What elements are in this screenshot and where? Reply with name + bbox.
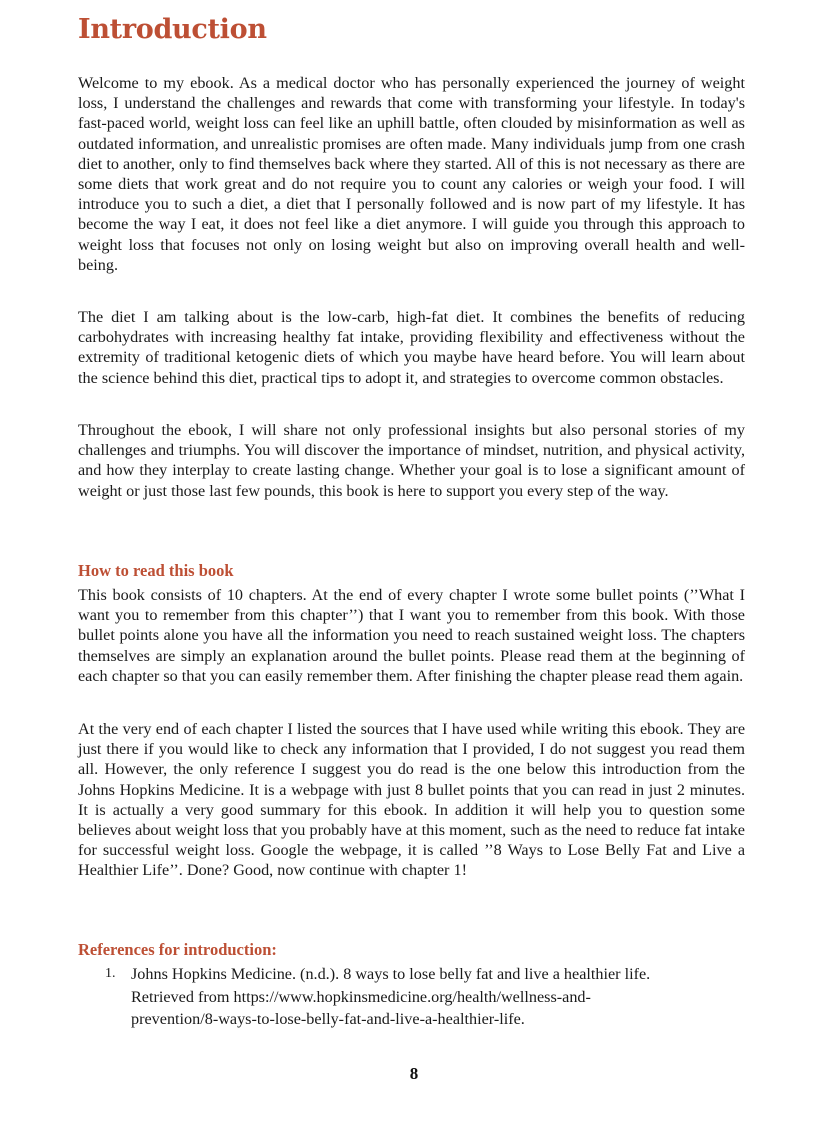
how-to-read-section	[78, 561, 745, 581]
page-number: 8	[409, 1064, 419, 1083]
how-to-read-body	[78, 585, 745, 686]
reference-line-2[interactable]: Retrieved from https://www.hopkinsmedicine.org/health/wellness-and-	[131, 987, 591, 1006]
references-heading: References for introduction:	[78, 940, 277, 959]
intro-section	[78, 73, 745, 275]
how-to-read-paragraph-2: At the very end of each chapter I listed the sources that I have used while writing this ebook. They are just there if you would like to check any information that I provided, I do not suggest you read them all. However, the only reference I suggest you do read is the one below this introduction from the Johns Hopkins Medicine. It is a webpage with just 8 bullet points that you can read in just 2 minutes. It is actually a very good summary for this ebook. In addition it will help you to question some believes about weight loss that you probably have at this moment, such as the need to reduce fat intake for successful weight loss. Google the webpage, it is called ’’8 Ways to Lose Belly Fat and Live a Healthier Life’’. Done? Good, now continue with chapter 1!	[78, 720, 745, 880]
intro-paragraph-1: Welcome to my ebook. As a medical doctor who has personally experienced the journey of weight loss, I understand the challenges and rewards that come with transforming your lifestyle. In today's fast-paced world, weight loss can feel like an uphill battle, often clouded by misinformation as well as outdated information, and unrealistic promises are often made. Many individuals jump from one crash diet to another, only to find themselves back where they started. All of this is not necessary as there are some diets that work great and do not require you to count any calories or weigh your food. I will introduce you to such a diet, a diet that I personally followed and is now part of my lifestyle. It has become the way I eat, it does not feel like a diet anymore. I will guide you through this approach to weight loss that focuses not only on losing weight but also on improving overall health and well-being.	[78, 74, 745, 274]
how-to-read-paragraph-1: This book consists of 10 chapters. At the end of every chapter I wrote some bullet points (’’What I want you to remember from this chapter’’) that I want you to remember from this book. With those bullet points alone you have all the information you need to reach sustained weight loss. The chapters themselves are simply an explanation around the bullet points. Please read them at the beginning of each chapter so that you can easily remember them. After finishing the chapter please read them again.	[78, 586, 745, 685]
how-to-read-body-2	[78, 719, 745, 881]
references-list	[78, 963, 745, 1031]
references-list-wrap	[78, 963, 745, 1031]
intro-section-2	[78, 307, 745, 388]
reference-line-3[interactable]: prevention/8-ways-to-lose-belly-fat-and-live-a-healthier-life.	[131, 1010, 525, 1028]
page-title: Introduction	[78, 14, 267, 45]
intro-paragraph-2: The diet I am talking about is the low-carb, high-fat diet. It combines the benefits of reducing carbohydrates with increasing healthy fat intake, providing flexibility and effectiveness without the extremity of traditional ketogenic diets of which you maybe have heard before. You will learn about the science behind this diet, practical tips to adopt it, and strategies to overcome common obstacles.	[78, 308, 745, 387]
reference-line-1: Johns Hopkins Medicine. (n.d.). 8 ways to lose belly fat and live a healthier life.	[131, 965, 651, 983]
reference-item	[78, 963, 745, 1031]
intro-section-3	[78, 420, 745, 501]
intro-paragraph-3: Throughout the ebook, I will share not only professional insights but also personal stories of my challenges and triumphs. You will discover the importance of mindset, nutrition, and physical activity, and how they interplay to create lasting change. Whether your goal is to lose a significant amount of weight or just those last few pounds, this book is here to support you every step of the way.	[78, 421, 745, 500]
references-section	[78, 940, 745, 960]
reference-number: 1.	[105, 966, 116, 981]
how-to-read-heading: How to read this book	[78, 561, 234, 580]
